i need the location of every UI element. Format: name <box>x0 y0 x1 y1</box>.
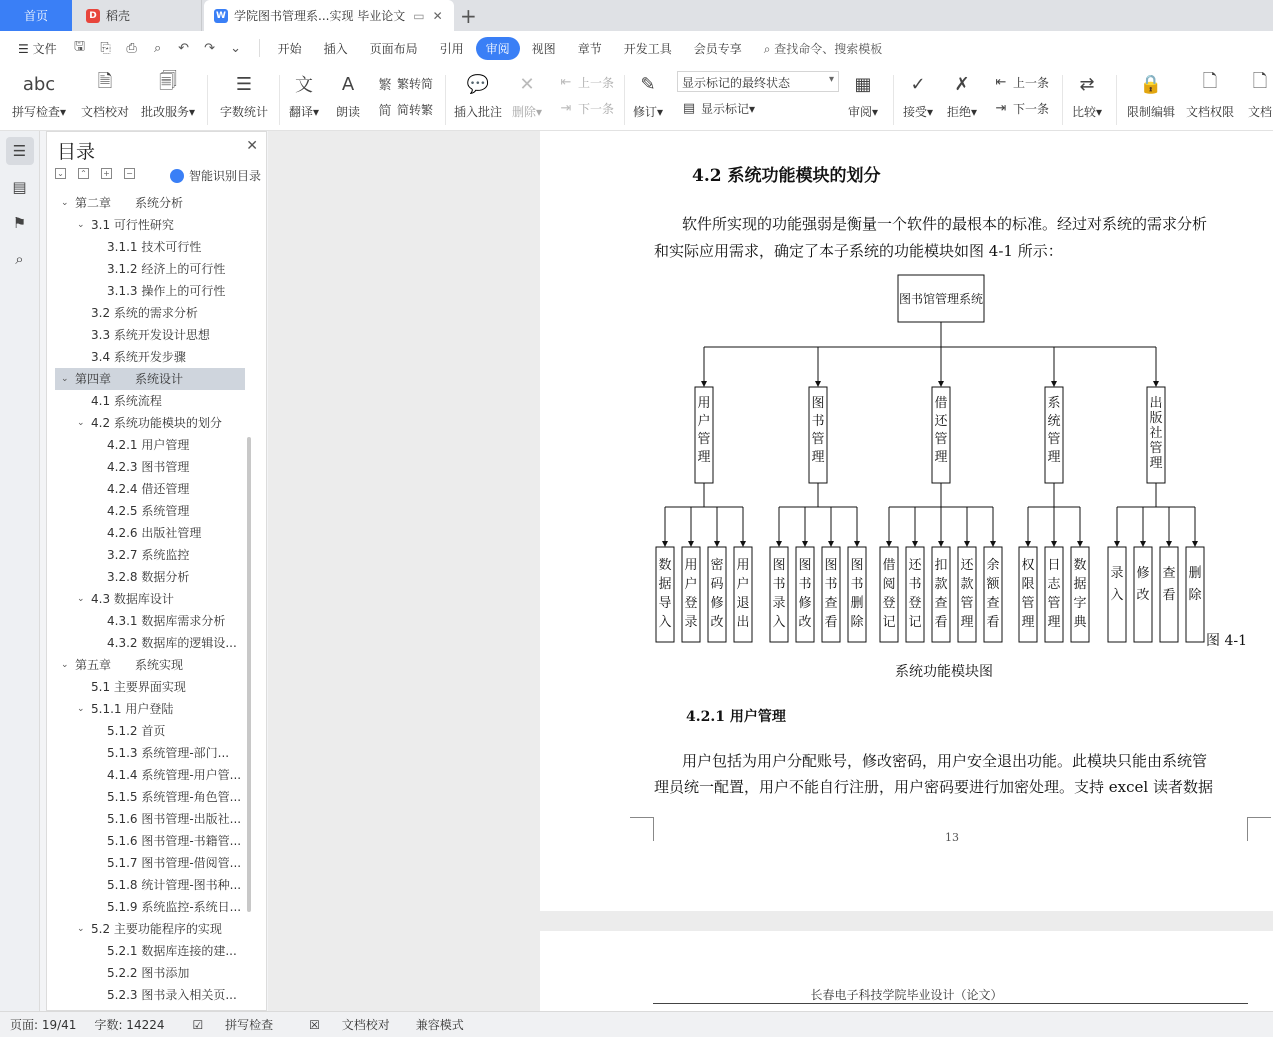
toc-item-label: 5.1.3 系统管理-部门... <box>107 746 230 760</box>
tab-document[interactable] <box>204 0 454 31</box>
toc-item[interactable] <box>55 280 245 302</box>
doc-permission-button[interactable] <box>1186 69 1234 120</box>
submodule-label: 删除 <box>1188 566 1202 603</box>
submodule-label: 用户登录 <box>684 558 698 630</box>
submodule-label: 扣款查看 <box>934 558 948 630</box>
doc-more-label: 文档 <box>1247 105 1272 119</box>
toc-item[interactable] <box>55 236 245 258</box>
doc-check-button[interactable] <box>81 69 129 120</box>
toc-item-label: 3.3 系统开发设计思想 <box>91 328 210 342</box>
track-changes-button[interactable]: ✎ 修订▾ <box>633 69 663 120</box>
lock-icon: 🔒 <box>1139 73 1163 95</box>
prev-change-label: 上一条 <box>1013 76 1050 90</box>
undo-icon[interactable]: ↶ <box>178 40 190 56</box>
trad-to-simp-button[interactable] <box>376 74 433 93</box>
document-page <box>540 131 1273 911</box>
compat-mode-status: 兼容模式 <box>415 1018 464 1032</box>
arrow-head <box>854 541 860 547</box>
submodule-label: 数据导入 <box>658 558 672 630</box>
show-markup-label: 显示标记 <box>701 102 750 116</box>
toc-item[interactable] <box>55 192 245 214</box>
menu-chapter[interactable]: 章节 <box>577 41 602 56</box>
toc-item[interactable] <box>55 588 245 610</box>
paragraph-line: 理员统一配置，用户不能自行注册，用户密码要进行加密处理。支持 excel 读者数据 <box>654 778 1213 796</box>
paragraph-line: 和实际应用需求，确定了本子系统的功能模块如图 4-1 所示： <box>654 242 1063 260</box>
toc-item-label: 4.2.6 出版社管理 <box>107 526 202 540</box>
submodule-label: 图书查看 <box>824 558 838 630</box>
arrow-head <box>1025 541 1031 547</box>
word-count-button[interactable] <box>220 69 268 120</box>
toc-close-icon[interactable]: ✕ <box>246 138 258 154</box>
page-header: 长春电子科技学院毕业设计（论文） <box>810 988 1003 1002</box>
doc-check-status[interactable] <box>299 1016 398 1033</box>
translate-button[interactable]: 文 翻译▾ <box>289 69 319 120</box>
compare-label: 比较 <box>1072 105 1097 119</box>
toc-item-label: 5.1 主要界面实现 <box>91 680 186 694</box>
collapse-all-icon[interactable]: ⌄ <box>55 168 66 179</box>
print-preview-icon[interactable]: ⌕ <box>153 40 162 56</box>
arrow-head <box>802 541 808 547</box>
toc-item-label: 4.2 系统功能模块的划分 <box>91 416 222 430</box>
word-count-label: 字数统计 <box>220 105 269 119</box>
remove-heading-icon[interactable]: − <box>124 168 135 179</box>
toc-item-label: 4.3.2 数据库的逻辑设... <box>107 636 237 650</box>
menu-file[interactable]: ☰ 文件 <box>18 41 57 56</box>
toc-item-label: 第五章 系统实现 <box>75 658 184 672</box>
arrow-head <box>740 541 746 547</box>
reject-icon: ✗ <box>954 73 970 95</box>
root-label: 图书馆管理系统 <box>898 292 984 306</box>
toc-item[interactable] <box>55 632 245 654</box>
next-page <box>540 931 1273 1011</box>
toc-panel <box>46 131 267 1011</box>
menu-start[interactable]: 开始 <box>277 41 302 56</box>
toc-item-label: 5.2.2 图书添加 <box>107 966 190 980</box>
ribbon-divider <box>207 75 208 125</box>
document-workspace <box>268 131 1273 1011</box>
toc-item[interactable] <box>55 808 245 830</box>
redo-icon[interactable]: ↷ <box>204 40 216 56</box>
arrow-head <box>886 541 892 547</box>
left-nav-bar <box>0 131 40 1011</box>
toc-item-label: 3.1.2 经济上的可行性 <box>107 262 226 276</box>
restrict-edit-label: 限制编辑 <box>1127 105 1176 119</box>
arrow-head <box>1140 541 1146 547</box>
doc-check-status-label: 文档校对 <box>341 1018 390 1032</box>
toc-item-label: 4.3 数据库设计 <box>91 592 174 606</box>
toc-item[interactable] <box>55 852 245 874</box>
insert-comment-label: 插入批注 <box>454 105 503 119</box>
toc-item-label: 4.1.4 系统管理-用户管... <box>107 768 242 782</box>
arrow-head <box>938 381 944 387</box>
insert-comment-button[interactable] <box>454 69 502 120</box>
simp-to-trad-icon: 简 <box>378 104 392 119</box>
reject-label: 拒绝 <box>947 105 972 119</box>
accept-button[interactable]: ✓ 接受▾ <box>903 69 933 120</box>
toc-item[interactable] <box>55 830 245 852</box>
menu-insert[interactable]: 插入 <box>323 41 348 56</box>
arrow-head <box>776 541 782 547</box>
toc-item[interactable] <box>55 302 245 324</box>
menu-view[interactable]: 视图 <box>531 41 556 56</box>
submodule-label: 用户退出 <box>736 558 750 630</box>
toc-title: 目录 <box>57 141 96 163</box>
batch-service-button[interactable]: 🗐 批改服务▾ <box>141 71 196 119</box>
doc-permission-label: 文档权限 <box>1186 105 1235 119</box>
command-search-placeholder: 查找命令、搜索模板 <box>774 41 883 56</box>
trad-to-simp-label: 繁转简 <box>397 77 434 91</box>
nav-pane-icon[interactable]: ▤ <box>12 178 27 196</box>
submodule-label: 日志管理 <box>1047 558 1061 630</box>
toc-scrollbar[interactable] <box>247 437 251 912</box>
toc-item-label: 5.1.7 图书管理-借阅管... <box>107 856 242 870</box>
tab-home-label: 首页 <box>23 9 48 23</box>
read-aloud-icon: A <box>341 73 355 95</box>
module-diagram <box>648 271 1208 643</box>
status-bar <box>0 1011 1273 1037</box>
toc-expand-icon[interactable]: ⌄ <box>77 704 85 714</box>
doc-check-label: 文档校对 <box>81 105 130 119</box>
command-search[interactable] <box>754 37 893 60</box>
quick-access-dropdown-icon[interactable]: ⌄ <box>230 40 242 56</box>
submodule-label: 数据字典 <box>1073 558 1087 630</box>
read-aloud-label: 朗读 <box>335 105 360 119</box>
delete-comment-label: 删除 <box>512 105 537 119</box>
ribbon-divider <box>893 75 894 125</box>
paragraph-line: 软件所实现的功能强弱是衡量一个软件的最根本的标准。经过对系统的需求分析 <box>682 215 1208 233</box>
next-comment-label: 下一条 <box>578 102 615 116</box>
arrow-head <box>1077 541 1083 547</box>
next-comment-button[interactable] <box>557 100 614 117</box>
toc-item[interactable] <box>55 390 245 412</box>
header-rule <box>653 1003 1248 1004</box>
review-pane-button[interactable]: ▦ 审阅▾ <box>848 69 878 120</box>
module-label: 出版社管理 <box>1149 396 1163 471</box>
batch-service-icon: 🗐 <box>159 71 177 92</box>
smart-toc-button[interactable] <box>170 167 261 184</box>
submodule-label: 查看 <box>1162 566 1176 603</box>
reject-button[interactable]: ✗ 拒绝▾ <box>947 69 977 120</box>
toc-item-label: 4.2.5 系统管理 <box>107 504 190 518</box>
toc-item-label: 5.1.8 统计管理-图书种... <box>107 878 242 892</box>
doc-check-icon: 🗎 <box>97 71 113 92</box>
show-markup-icon: ▤ <box>682 101 696 116</box>
toc-expand-icon[interactable]: ⌄ <box>77 418 85 428</box>
page-indicator[interactable]: 页面: 19/41 <box>10 1018 77 1032</box>
figure-caption: 系统功能模块图 <box>895 664 993 680</box>
arrow-head <box>1114 541 1120 547</box>
show-markup-button[interactable]: ▤ 显示标记 ▾ <box>680 100 755 117</box>
doc-more-icon: 🗋 <box>1252 71 1268 92</box>
toc-item-label: 5.1.6 图书管理-出版社... <box>107 812 242 826</box>
menu-reference[interactable]: 引用 <box>439 41 464 56</box>
checkbox-icon: ☑ <box>192 1018 204 1032</box>
tab-bar <box>0 0 1273 31</box>
toc-list <box>55 192 245 1007</box>
spell-check-status[interactable] <box>183 1016 282 1033</box>
arrow-head <box>662 541 668 547</box>
restrict-edit-button[interactable] <box>1127 69 1175 120</box>
simp-to-trad-label: 简转繁 <box>397 103 434 117</box>
translate-label: 翻译 <box>289 105 314 119</box>
format-painter-icon[interactable]: ⎘ <box>100 40 111 56</box>
prev-change-button[interactable] <box>992 74 1049 91</box>
delete-comment-icon: ✕ <box>519 73 535 95</box>
word-doc-icon: W <box>214 9 228 23</box>
new-tab-icon[interactable]: + <box>460 4 477 28</box>
paragraph-line: 用户包括为用户分配账号，修改密码，用户安全退出功能。此模块只能由系统管 <box>682 752 1208 770</box>
toc-item[interactable] <box>55 368 245 390</box>
toc-toolbar <box>55 168 135 179</box>
doc-permission-icon: 🗋 <box>1202 71 1218 92</box>
toc-item[interactable] <box>55 940 245 962</box>
module-label: 用户管理 <box>697 396 711 465</box>
module-label: 借还管理 <box>934 396 948 465</box>
translate-icon: 文 <box>295 75 314 96</box>
toc-expand-icon[interactable]: ⌄ <box>61 198 69 208</box>
page-corner-mark <box>630 817 654 841</box>
toc-item[interactable] <box>55 478 245 500</box>
trad-to-simp-icon: 繁 <box>378 78 392 93</box>
toc-item[interactable] <box>55 918 245 940</box>
toc-item-label: 5.2.3 图书录入相关页... <box>107 988 237 1002</box>
spell-check-status-label: 拼写检查 <box>225 1018 274 1032</box>
checkbox-icon: ☒ <box>309 1018 320 1032</box>
find-icon[interactable]: ⌕ <box>15 250 24 268</box>
accept-icon: ✓ <box>910 73 926 95</box>
toc-item[interactable] <box>55 412 245 434</box>
toc-item-label: 3.1 可行性研究 <box>91 218 174 232</box>
page-number: 13 <box>945 831 959 844</box>
subsection-heading: 4.2.1 用户管理 <box>686 709 786 725</box>
prev-comment-button[interactable] <box>557 74 614 91</box>
prev-comment-label: 上一条 <box>578 76 615 90</box>
toc-item-label: 3.1.1 技术可行性 <box>107 240 202 254</box>
submodule-label: 还款管理 <box>960 558 974 630</box>
toc-item[interactable] <box>55 566 245 588</box>
toc-expand-icon[interactable]: ⌄ <box>77 220 85 230</box>
ribbon-divider <box>279 75 280 125</box>
markup-state-value: 显示标记的最终状态 <box>682 76 791 90</box>
toc-item-label: 3.2.7 系统监控 <box>107 548 190 562</box>
toc-expand-icon[interactable]: ⌄ <box>61 660 69 670</box>
prev-change-icon: ⇤ <box>995 75 1007 90</box>
menu-file-label: 文件 <box>32 41 57 56</box>
arrow-head <box>815 381 821 387</box>
toc-item[interactable] <box>55 258 245 280</box>
toc-item[interactable] <box>55 742 245 764</box>
toc-item-label: 5.1.5 系统管理-角色管... <box>107 790 242 804</box>
arrow-head <box>714 541 720 547</box>
submodule-label: 录入 <box>1110 566 1124 603</box>
toc-item-label: 4.1 系统流程 <box>91 394 162 408</box>
arrow-head <box>990 541 996 547</box>
delete-comment-button[interactable]: ✕ 删除▾ <box>512 69 542 120</box>
submodule-label: 借阅登记 <box>882 558 896 630</box>
menu-bar <box>0 31 1273 65</box>
toc-item[interactable] <box>55 698 245 720</box>
arrow-head <box>828 541 834 547</box>
next-change-label: 下一条 <box>1013 102 1050 116</box>
next-comment-icon: ⇥ <box>560 101 572 116</box>
review-ribbon <box>0 65 1273 131</box>
submodule-label: 余额查看 <box>986 558 1000 630</box>
tab-pin-icon[interactable]: ▭ <box>413 8 425 23</box>
toc-expand-icon[interactable]: ⌄ <box>77 594 85 604</box>
arrow-head <box>938 541 944 547</box>
toc-item[interactable] <box>55 764 245 786</box>
doc-more-button[interactable] <box>1246 69 1273 120</box>
toc-item[interactable] <box>55 456 245 478</box>
toc-item[interactable] <box>55 896 245 918</box>
toc-item[interactable] <box>55 654 245 676</box>
bookmark-icon[interactable]: ⚑ <box>12 214 27 232</box>
accept-label: 接受 <box>903 105 928 119</box>
toc-item[interactable] <box>55 346 245 368</box>
spell-check-label: 拼写检查 <box>12 105 61 119</box>
toc-item-label: 5.1.9 系统监控-系统日... <box>107 900 242 914</box>
toc-item-label: 第二章 系统分析 <box>75 196 184 210</box>
tab-home[interactable] <box>0 0 72 31</box>
toc-item[interactable] <box>55 720 245 742</box>
toc-item-label: 5.1.1 用户登陆 <box>91 702 174 716</box>
submodule-label: 密码修改 <box>710 558 724 630</box>
toc-item-label: 5.2.1 数据库连接的建... <box>107 944 237 958</box>
word-count-status[interactable]: 字数: 14224 <box>94 1018 165 1032</box>
toc-item[interactable] <box>55 214 245 236</box>
toc-item[interactable] <box>55 676 245 698</box>
toc-item[interactable] <box>55 786 245 808</box>
spell-check-button[interactable]: abc 拼写检查▾ <box>12 69 66 120</box>
toc-item-label: 3.4 系统开发步骤 <box>91 350 186 364</box>
smart-toc-label: 智能识别目录 <box>188 169 261 183</box>
smart-toc-icon <box>170 169 184 183</box>
menu-divider <box>259 39 260 57</box>
markup-state-select[interactable] <box>677 71 839 92</box>
submodule-label: 还书登记 <box>908 558 922 630</box>
ribbon-divider <box>445 75 446 125</box>
toc-item[interactable] <box>55 500 245 522</box>
daoke-icon: D <box>86 9 100 23</box>
module-label: 系统管理 <box>1047 396 1061 465</box>
arrow-head <box>964 541 970 547</box>
toc-item-label: 3.2.8 数据分析 <box>107 570 190 584</box>
toc-expand-icon[interactable]: ⌄ <box>61 374 69 384</box>
toc-item-label: 5.1.6 图书管理-书籍管... <box>107 834 242 848</box>
toc-item[interactable] <box>55 874 245 896</box>
arrow-head <box>1051 541 1057 547</box>
insert-comment-icon: 💬 <box>466 73 490 95</box>
toc-item-label: 5.2 主要功能程序的实现 <box>91 922 222 936</box>
toc-item-label: 3.2 系统的需求分析 <box>91 306 198 320</box>
review-pane-label: 审阅 <box>848 105 873 119</box>
toc-expand-icon[interactable]: ⌄ <box>77 924 85 934</box>
ribbon-divider <box>1116 75 1117 125</box>
toc-item-label: 5.1.2 首页 <box>107 724 166 738</box>
submodule-label: 修改 <box>1136 566 1150 603</box>
toc-item-label: 4.2.1 用户管理 <box>107 438 190 452</box>
review-pane-icon: ▦ <box>854 73 872 95</box>
arrow-head <box>1192 541 1198 547</box>
tab-daoke-label: 稻壳 <box>106 9 131 23</box>
arrow-head <box>701 381 707 387</box>
arrow-head <box>1153 381 1159 387</box>
page-corner-mark <box>1247 817 1271 841</box>
section-heading: 4.2 系统功能模块的划分 <box>692 166 881 186</box>
print-icon[interactable]: ⎙ <box>126 40 137 56</box>
compare-icon: ⇄ <box>1079 73 1095 95</box>
word-count-icon: ☰ <box>235 73 253 95</box>
arrow-head <box>912 541 918 547</box>
toc-item-label: 4.2.4 借还管理 <box>107 482 190 496</box>
toc-item[interactable] <box>55 962 245 984</box>
arrow-head <box>688 541 694 547</box>
compare-button[interactable]: ⇄ 比较▾ <box>1072 69 1102 120</box>
menu-layout[interactable]: 页面布局 <box>369 41 418 56</box>
toc-item-label: 3.1.3 操作上的可行性 <box>107 284 226 298</box>
toc-item-label: 第四章 系统设计 <box>75 372 184 386</box>
toc-item[interactable] <box>55 434 245 456</box>
toc-item[interactable] <box>55 610 245 632</box>
tab-document-label: 学院图书管理系...实现 毕业论文 <box>234 9 406 23</box>
next-change-button[interactable] <box>992 100 1049 117</box>
figure-label: 图 4-1 <box>1206 633 1247 649</box>
toc-panel-icon[interactable]: ☰ <box>6 137 34 165</box>
add-heading-icon[interactable]: + <box>101 168 112 179</box>
toc-item[interactable] <box>55 324 245 346</box>
submodule-label: 图书录入 <box>772 558 786 630</box>
tab-close-icon[interactable]: ✕ <box>432 8 443 23</box>
next-change-icon: ⇥ <box>995 101 1007 116</box>
submodule-label: 图书删除 <box>850 558 864 630</box>
read-aloud-button[interactable] <box>334 69 362 120</box>
tab-daoke[interactable] <box>72 0 202 31</box>
prev-comment-icon: ⇤ <box>560 75 572 90</box>
ribbon-divider <box>624 75 625 125</box>
submodule-label: 权限管理 <box>1021 558 1035 630</box>
toc-item-label: 4.3.1 数据库需求分析 <box>107 614 226 628</box>
menu-review[interactable]: 审阅 <box>476 37 520 60</box>
toc-item-label: 4.2.3 图书管理 <box>107 460 190 474</box>
track-changes-label: 修订 <box>633 105 658 119</box>
track-changes-icon: ✎ <box>640 73 656 95</box>
toc-item[interactable] <box>55 984 245 1006</box>
toc-item[interactable] <box>55 544 245 566</box>
submodule-label: 图书修改 <box>798 558 812 630</box>
ribbon-divider <box>1062 75 1063 125</box>
expand-all-icon[interactable]: ⌃ <box>78 168 89 179</box>
batch-service-label: 批改服务 <box>141 105 190 119</box>
arrow-head <box>1051 381 1057 387</box>
simp-to-trad-button[interactable] <box>376 100 433 119</box>
menu-devtools[interactable]: 开发工具 <box>623 41 672 56</box>
save-icon[interactable]: 🖫 <box>74 39 86 54</box>
menu-member[interactable]: 会员专享 <box>693 41 742 56</box>
module-label: 图书管理 <box>811 396 825 465</box>
search-icon: ⌕ <box>763 41 771 56</box>
toc-item[interactable] <box>55 522 245 544</box>
spell-check-icon: abc <box>22 73 56 95</box>
arrow-head <box>1166 541 1172 547</box>
